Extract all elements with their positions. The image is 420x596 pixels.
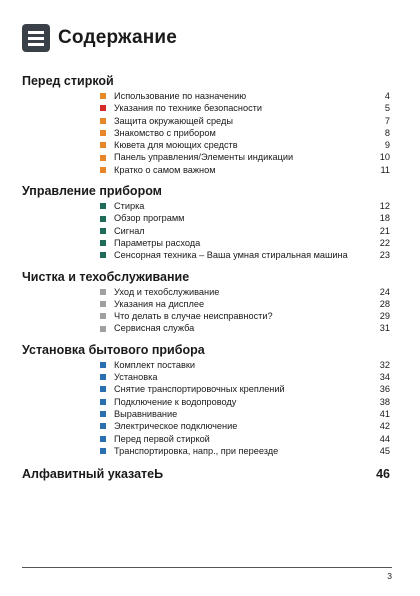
square-bullet-icon [100,203,106,209]
toc-entry[interactable] [22,225,390,237]
entry-label: Стирка [114,201,145,212]
index-page-number: 46 [376,467,390,482]
toc-entry[interactable] [22,127,390,139]
toc-entry[interactable] [22,164,390,176]
entry-label: Сервисная служба [114,323,195,334]
entry-page-number: 22 [379,237,390,248]
entry-label: Электрическое подключение [114,421,238,432]
toc-entry[interactable] [22,359,390,371]
page-number: 3 [387,571,392,581]
square-bullet-icon [100,436,106,442]
table-of-contents [22,72,390,483]
entry-page-number: 8 [384,127,390,138]
entry-label: Знакомство с прибором [114,127,216,138]
toc-entry[interactable] [22,139,390,151]
toc-entry[interactable] [22,371,390,383]
entry-page-number: 38 [379,396,390,407]
square-bullet-icon [100,374,106,380]
square-bullet-icon [100,216,106,222]
toc-section [22,72,390,176]
toc-entry[interactable] [22,115,390,127]
square-bullet-icon [100,411,106,417]
entry-label: Установка [114,372,158,383]
section-title[interactable]: Перед стиркой [22,74,114,88]
entry-page-number: 41 [379,408,390,419]
square-bullet-icon [100,252,106,258]
square-bullet-icon [100,118,106,124]
toc-entry[interactable] [22,396,390,408]
square-bullet-icon [100,386,106,392]
entry-page-number: 5 [384,103,390,114]
header [22,24,177,52]
footer-divider [22,567,392,568]
entry-label: Использование по назначению [114,91,247,101]
toc-entry[interactable] [22,249,390,261]
entry-page-number: 11 [380,164,390,175]
toc-entry[interactable] [22,433,390,445]
toc-entry[interactable] [22,212,390,224]
entry-label: Сенсорная техника – Ваша умная стиральная машина [114,250,348,261]
square-bullet-icon [100,423,106,429]
entry-page-number: 23 [379,250,390,261]
toc-section [22,268,390,335]
entry-page-number: 44 [379,433,390,444]
section-title[interactable]: Установка бытового прибора [22,342,205,357]
entry-page-number: 29 [379,311,390,322]
entry-page-number: 18 [379,213,390,224]
entry-label: Панель управления/Элементы индикации [114,152,294,163]
entry-label: Указания на дисплее [114,298,205,309]
entry-label: Указания по технике безопасности [114,103,263,114]
entry-label: Снятие транспортировочных креплений [114,384,285,395]
square-bullet-icon [100,399,106,405]
square-bullet-icon [100,167,106,173]
entry-label: Уход и техобслуживание [114,286,220,297]
square-bullet-icon [100,240,106,246]
square-bullet-icon [100,326,106,332]
entry-label: Защита окружающей среды [114,115,233,126]
toc-entry[interactable] [22,298,390,310]
toc-entry[interactable] [22,383,390,395]
toc-entry[interactable] [22,151,390,163]
entry-page-number: 4 [384,91,390,101]
entry-page-number: 36 [379,384,390,395]
page-title: Содержание [58,27,178,48]
entry-label: Параметры расхода [114,237,201,248]
square-bullet-icon [100,301,106,307]
toc-entry[interactable] [22,237,390,249]
square-bullet-icon [100,228,106,234]
toc-entry[interactable] [22,90,390,102]
toc-entry[interactable] [22,420,390,432]
entry-label: Перед первой стиркой [114,433,210,444]
entry-page-number: 45 [379,445,390,456]
entry-page-number: 9 [384,140,390,151]
toc-entry[interactable] [22,310,390,322]
entry-page-number: 12 [379,201,390,212]
entry-page-number: 42 [379,421,390,432]
square-bullet-icon [100,105,106,111]
entry-page-number: 7 [384,115,390,126]
square-bullet-icon [100,130,106,136]
toc-entry[interactable] [22,200,390,212]
entry-label: Обзор программ [114,213,185,224]
toc-entry[interactable] [22,408,390,420]
entry-label: Кювета для моющих средств [114,140,238,151]
square-bullet-icon [100,448,106,454]
toc-entry[interactable] [22,322,390,334]
entry-page-number: 31 [379,323,390,334]
square-bullet-icon [100,362,106,368]
entry-page-number: 10 [379,152,390,163]
toc-section [22,182,390,261]
square-bullet-icon [100,313,106,319]
entry-label: Выравнивание [114,408,178,419]
toc-entry[interactable] [22,286,390,298]
toc-entry[interactable] [22,102,390,114]
entry-label: Сигнал [114,225,145,236]
index-entry[interactable] [22,465,390,483]
index-label: Алфавитный указатеЬ [22,467,164,482]
entry-page-number: 34 [379,372,390,383]
entry-page-number: 28 [379,298,390,309]
toc-section [22,341,390,457]
entry-label: Что делать в случае неисправности? [114,311,273,322]
entry-label: Комплект поставки [114,359,196,370]
menu-icon [22,24,50,52]
square-bullet-icon [100,155,106,161]
section-title[interactable]: Управление прибором [22,184,162,199]
section-title[interactable]: Чистка и техобслуживание [22,269,190,284]
entry-label: Транспортировка, напр., при переезде [114,445,279,456]
square-bullet-icon [100,289,106,295]
toc-entry[interactable] [22,445,390,457]
square-bullet-icon [100,142,106,148]
entry-label: Кратко о самом важном [114,164,216,175]
square-bullet-icon [100,93,106,99]
entry-page-number: 32 [379,359,390,370]
entry-page-number: 21 [379,225,390,236]
entry-page-number: 24 [379,286,390,297]
entry-label: Подключение к водопроводу [114,396,237,407]
